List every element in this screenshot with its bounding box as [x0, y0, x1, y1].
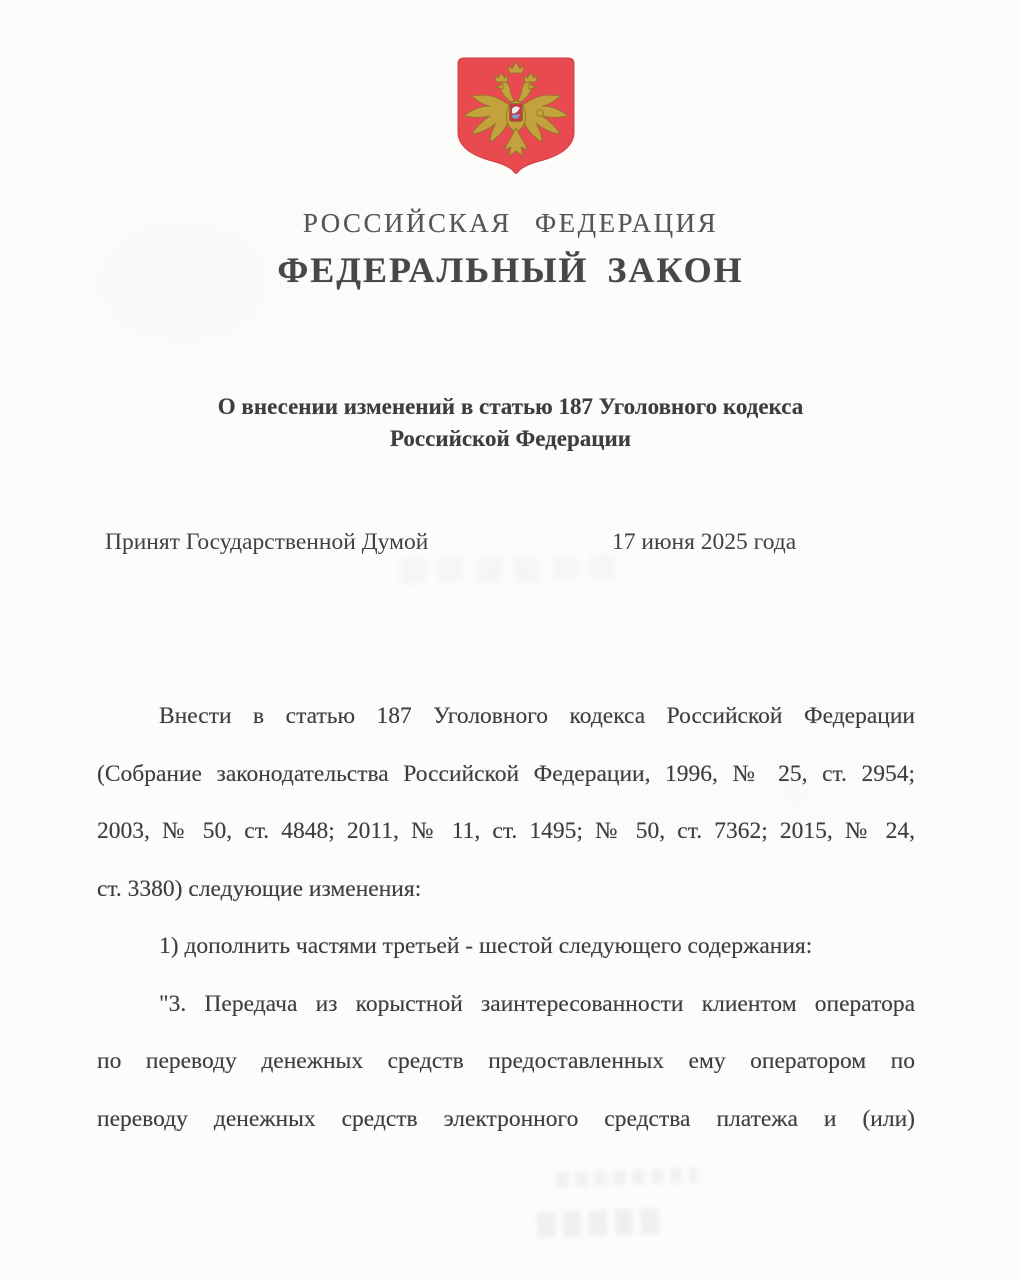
scan-bleedthrough-mark	[556, 1168, 698, 1188]
law-text-line: 1) дополнить частями третьей - шестой следующего содержания:	[159, 933, 813, 959]
scan-bleedthrough-mark	[537, 1208, 666, 1238]
adoption-date: 17 июня 2025 года	[612, 529, 797, 555]
russia-coat-of-arms-icon	[454, 56, 578, 176]
law-text-line: (Собрание законодательства Российской Федерации, 1996, № 25, ст. 2954;	[97, 760, 915, 787]
law-title	[110, 391, 911, 455]
law-text-line: "3. Передача из корыстной заинтересованности клиентом оператора	[159, 990, 915, 1017]
header-country: РОССИЙСКАЯ ФЕДЕРАЦИЯ	[302, 208, 719, 238]
law-text-line: переводу денежных средств электронного средства платежа и (или)	[97, 1105, 915, 1132]
law-text-line: Внести в статью 187 Уголовного кодекса Российской Федерации	[159, 703, 915, 729]
adoption-label: Принят Государственной Думой	[105, 529, 429, 555]
header-document-type: ФЕДЕРАЛЬНЫЙ ЗАКОН	[277, 250, 744, 290]
law-text-line: 2003, № 50, ст. 4848; 2011, № 11, ст. 1495; № 50, ст. 7362; 2015, № 24,	[97, 818, 915, 844]
law-body	[97, 688, 915, 1148]
law-text-line: по переводу денежных средств предоставленных ему оператором по	[97, 1048, 915, 1074]
rider-inescutcheon	[510, 104, 523, 122]
law-title-line: О внесении изменений в статью 187 Уголовного кодекса	[217, 394, 804, 419]
law-text-line: ст. 3380) следующие изменения:	[97, 875, 422, 902]
scan-bleedthrough-mark	[400, 554, 630, 584]
law-title-line: Российской Федерации	[389, 426, 632, 451]
